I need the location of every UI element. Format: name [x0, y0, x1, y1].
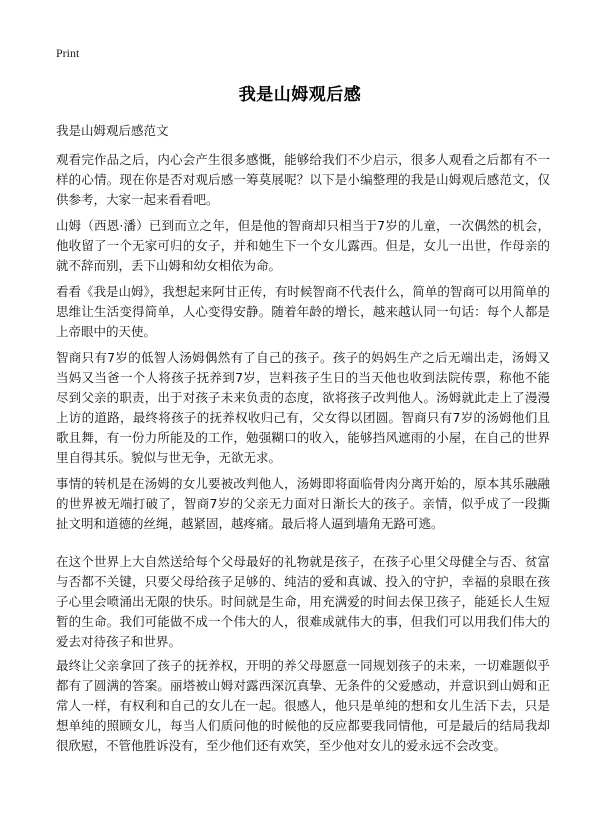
paragraph-plot: 山姆（西恩·潘）已到而立之年，但是他的智商却只相当于7岁的儿童，一次偶然的机会，他收留了一个无家可归的女子，并和她生下一个女儿露西。但是，女儿一出世，作母亲的就不辞而别，丢下山姆和幼女相依为命。 — [56, 218, 550, 273]
page-title: 我是山姆观后感 — [238, 85, 362, 105]
paragraph-conclusion: 最终让父亲拿回了孩子的抚养权，开明的养父母愿意一同规划孩子的未来，一切难题似乎都有了圆满的答案。丽塔被山姆对露西深沉真挚、无条件的父爱感动，并意识到山姆和正常人一样，有权利和自己的女儿在一起。很感人，他只是单纯的想和女儿生活下去，只是想单纯的照顾女儿，每当人们质问他的时候他的反应都要我同情他，可是最后的结局我却很欣慰，不管他胜诉没有，至少他们还有欢笑，至少他对女儿的爱永远不会改变。 — [56, 658, 550, 753]
paragraph-reflection: 看看《我是山姆》，我想起来阿甘正传，有时候智商不代表什么，简单的智商可以用简单的思维让生活变得简单，人心变得安静。随着年龄的增长，越来越认同一句话：每个人都是上帝眼中的天使。 — [56, 284, 550, 339]
paragraph-intro: 观看完作品之后，内心会产生很多感慨，能够给我们不少启示，很多人观看之后都有不一样的心情。现在你是否对观后感一筹莫展呢？以下是小编整理的我是山姆观后感范文，仅供参考，大家一起来看看吧。 — [56, 152, 550, 207]
paragraph-parenthood: 在这个世界上大自然送给每个父母最好的礼物就是孩子，在孩子心里父母健全与否、贫富与否都不关键，只要父母给孩子足够的、纯洁的爱和真诚、投入的守护，幸福的泉眼在孩子心里会喷涌出无限的快乐。时间就是生命，用充满爱的时间去保卫孩子，能延长人生短暂的生命。我们可能做不成一个伟大的人，很难成就伟大的事，但我们可以用我们伟大的爱去对待孩子和世界。 — [56, 554, 550, 649]
paragraph-turning-point: 事情的转机是在汤姆的女儿要被改判他人，汤姆即将面临骨肉分离开始的，原本其乐融融的世界被无端打破了，智商7岁的父亲无力面对日渐长大的孩子。亲情，似乎成了一段撕扯文明和道德的丝绳，越紧固，越疼痛。最后将人逼到墙角无路可逃。 — [56, 476, 550, 531]
paragraph-story: 智商只有7岁的低智人汤姆偶然有了自己的孩子。孩子的妈妈生产之后无端出走，汤姆又当妈又当爸一个人将孩子抚养到7岁，岂料孩子生日的当天他也收到法院传票，称他不能尽到父亲的职责，出于对孩子未来负责的态度，欲将孩子改判他人。汤姆就此走上了漫漫上访的道路，最终将孩子的抚养权收归己有，父女得以团圆。智商只有7岁的汤姆他们且歌且舞，有一份力所能及的工作，勉强糊口的收入，能够挡风遮雨的小屋，在自己的世界里自得其乐。貌似与世无争，无欲无求。 — [56, 350, 550, 465]
print-link[interactable]: Print — [56, 46, 80, 60]
document-subtitle: 我是山姆观后感范文 — [56, 123, 169, 138]
